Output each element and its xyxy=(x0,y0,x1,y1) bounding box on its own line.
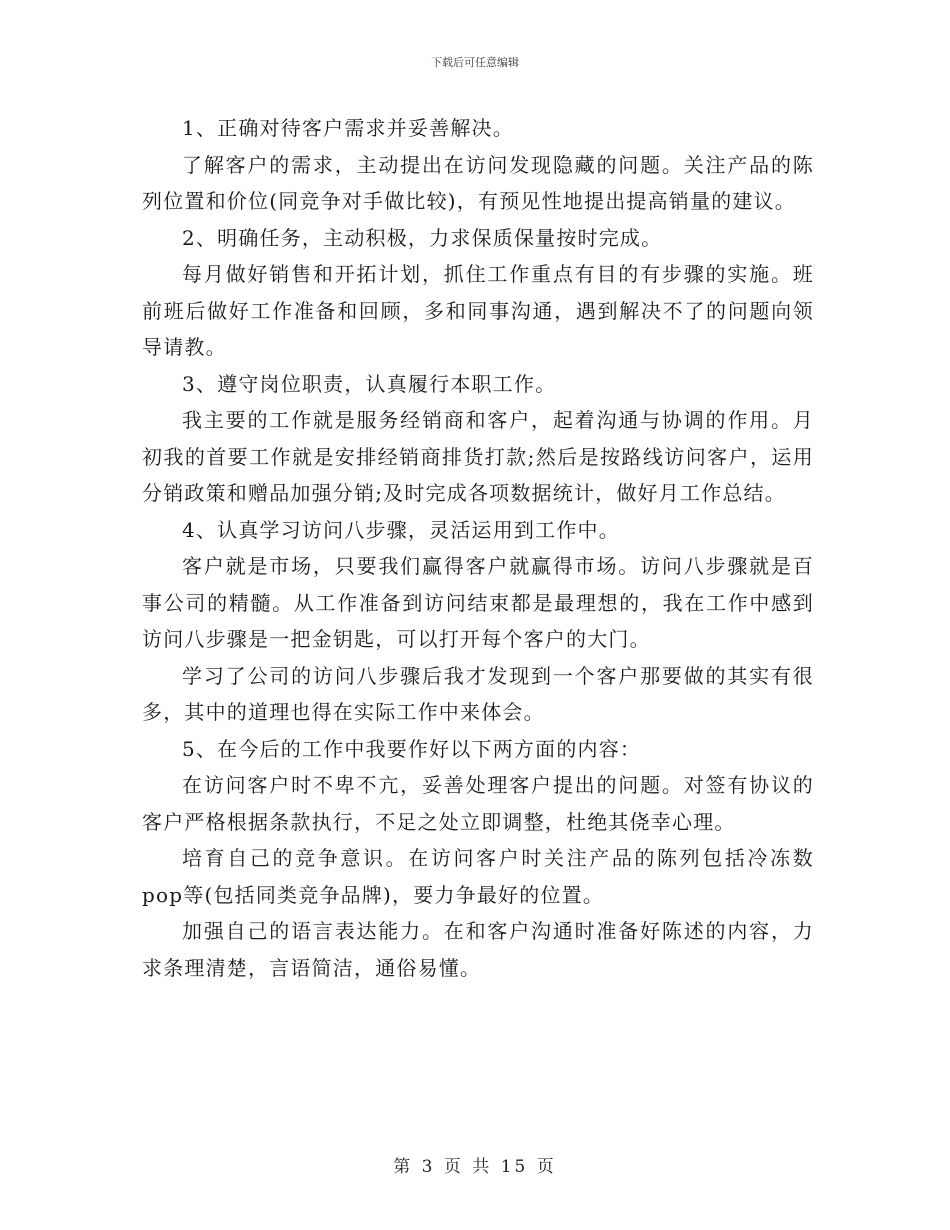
paragraph: 我主要的工作就是服务经销商和客户，起着沟通与协调的作用。月初我的首要工作就是安排经销商排货打款;然后是按路线访问客户，运用分销政策和赠品加强分销;及时完成各项数据统计，做好月工作总结。 xyxy=(142,408,814,505)
paragraph-heading-1: 1、正确对待客户需求并妥善解决。 xyxy=(182,116,514,140)
paragraph-heading-3: 3、遵守岗位职责，认真履行本职工作。 xyxy=(182,371,557,396)
paragraph-heading-5: 5、在今后的工作中我要作好以下两方面的内容： xyxy=(182,736,642,761)
paragraph: 了解客户的需求，主动提出在访问发现隐藏的问题。关注产品的陈列位置和价位(同竞争对手做比较)，有预见性地提出提高销量的建议。 xyxy=(142,152,814,213)
paragraph: 学习了公司的访问八步骤后我才发现到一个客户那要做的其实有很多，其中的道理也得在实际工作中来体会。 xyxy=(142,663,814,724)
paragraph: 培育自己的竞争意识。在访问客户时关注产品的陈列包括冷冻数pop等(包括同类竞争品牌)，要力争最好的位置。 xyxy=(142,846,814,907)
paragraph: 在访问客户时不卑不亢，妥善处理客户提出的问题。对签有协议的客户严格根据条款执行，不足之处立即调整，杜绝其侥幸心理。 xyxy=(142,773,814,834)
document-body xyxy=(142,110,814,986)
paragraph: 加强自己的语言表达能力。在和客户沟通时准备好陈述的内容，力求条理清楚，言语简洁，通俗易懂。 xyxy=(142,919,814,980)
paragraph: 每月做好销售和开拓计划，抓住工作重点有目的有步骤的实施。班前班后做好工作准备和回顾，多和同事沟通，遇到解决不了的问题向领导请教。 xyxy=(142,262,814,359)
paragraph-heading-2: 2、明确任务，主动积极，力求保质保量按时完成。 xyxy=(182,225,663,250)
paragraph: 客户就是市场，只要我们赢得客户就赢得市场。访问八步骤就是百事公司的精髓。从工作准备到访问结束都是最理想的，我在工作中感到访问八步骤是一把金钥匙，可以打开每个客户的大门。 xyxy=(142,554,814,651)
page-number-footer: 第 3 页 共 15 页 xyxy=(393,1157,557,1177)
page-header-note: 下载后可任意编辑 xyxy=(431,56,519,69)
paragraph-heading-4: 4、认真学习访问八步骤，灵活运用到工作中。 xyxy=(182,517,620,542)
